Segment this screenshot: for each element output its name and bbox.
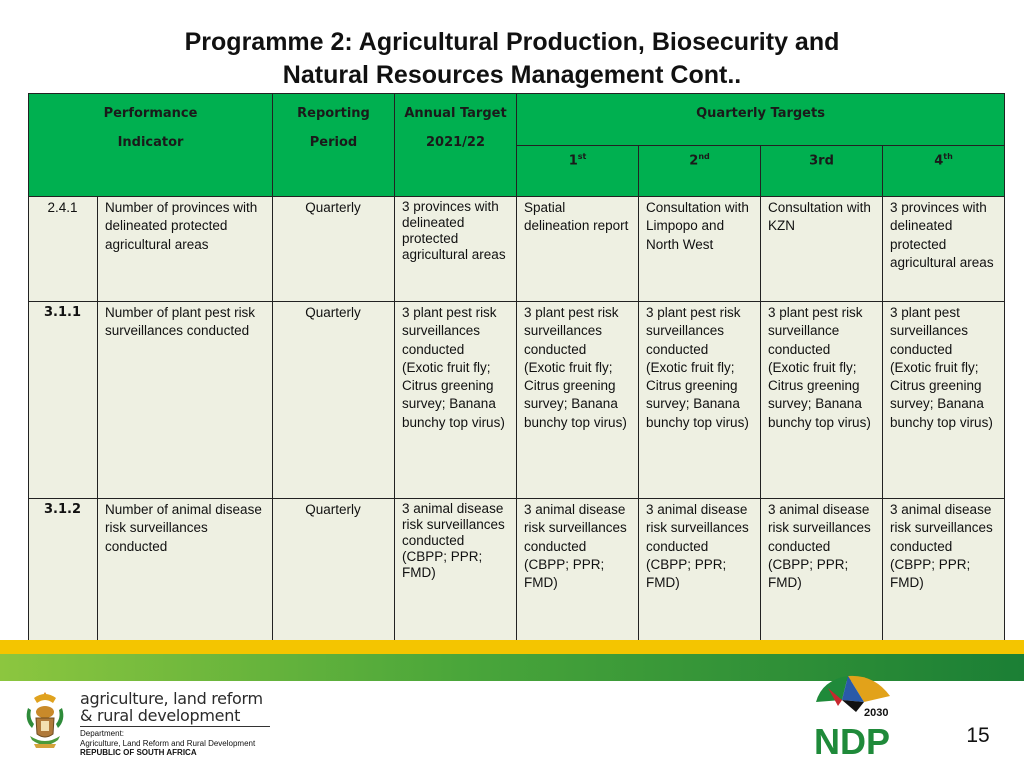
header-annual-target [395,94,517,197]
row-period: Quarterly [273,302,395,499]
ndp-wordmark: NDP [814,721,891,762]
ndp-2030-logo [808,672,900,762]
row-annual-target [395,197,517,302]
slide-title [0,26,1024,92]
row-q2: Consultation with Limpopo and North West [639,197,761,302]
row-code: 3.1.2 [29,499,98,648]
table-row [29,499,1005,648]
header-indicator-line1: Performance [103,106,198,121]
header-quarterly-targets [517,94,1005,146]
quarter-1-suffix: st [577,152,587,161]
row-period: Quarterly [273,499,395,648]
quarter-1-num: 1 [568,153,578,169]
row-q2: 3 plant pest risk surveillances conducted (Exotic fruit fly; Citrus greening survey; Banana bunchy top virus) [639,302,761,499]
quarter-2-num: 2 [689,153,699,169]
header-row [29,94,1005,146]
page-number: 15 [966,724,990,747]
department-divider [80,726,270,727]
header-quarter-4 [883,146,1005,197]
row-q1: Spatial delineation report [517,197,639,302]
coat-of-arms-icon [20,690,70,754]
quarter-4-num: 4 [934,153,944,169]
header-period-line1: Reporting [297,106,370,121]
header-target-line2: 2021/22 [426,135,486,150]
department-logo [14,690,276,760]
ndp-year: 2030 [864,707,889,719]
header-period-line2: Period [309,135,358,150]
row-q2: 3 animal disease risk surveillances conducted (CBPP; PPR; FMD) [639,499,761,648]
row-code: 3.1.1 [29,302,98,499]
row-q1: 3 plant pest risk surveillances conducted (Exotic fruit fly; Citrus greening survey; Banana bunchy top virus) [517,302,639,499]
performance-table [28,93,1005,648]
quarter-3-num: 3rd [809,153,834,169]
department-full-name: Agriculture, Land Reform and Rural Development [80,738,256,748]
row-annual-target-text: 3 provinces with delineated protected agricultural areas [402,199,506,262]
table-row [29,197,1005,302]
department-label: Department: [80,729,125,738]
row-q1: 3 animal disease risk surveillances conducted (CBPP; PPR; FMD) [517,499,639,648]
department-subtitle [80,729,255,758]
header-indicator-line2: Indicator [117,135,184,150]
row-q3: Consultation with KZN [761,197,883,302]
header-quarter-1 [517,146,639,197]
row-period: Quarterly [273,197,395,302]
row-q3: 3 animal disease risk surveillances conducted (CBPP; PPR; FMD) [761,499,883,648]
row-annual-target [395,499,517,648]
header-quarter-3 [761,146,883,197]
table-row [29,302,1005,499]
quarter-4-suffix: th [943,152,953,161]
row-indicator: Number of plant pest risk surveillances conducted [98,302,273,499]
row-q3: 3 plant pest risk surveillance conducted (Exotic fruit fly; Citrus greening survey; Banana bunchy top virus) [761,302,883,499]
header-target-line1: Annual Target [404,106,507,121]
row-code: 2.4.1 [29,197,98,302]
header-reporting-period [273,94,395,197]
row-annual-target-text: 3 animal disease risk surveillances conducted (CBPP; PPR; FMD) [402,501,505,580]
row-indicator: Number of provinces with delineated protected agricultural areas [98,197,273,302]
country-name: REPUBLIC OF SOUTH AFRICA [80,748,197,757]
row-indicator: Number of animal disease risk surveillances conducted [98,499,273,648]
department-name-line1: agriculture, land reform [80,689,263,708]
row-annual-target: 3 plant pest risk surveillances conducted (Exotic fruit fly; Citrus greening survey; Banana bunchy top virus) [395,302,517,499]
department-name [80,690,263,724]
header-quarter-2 [639,146,761,197]
header-performance-indicator [29,94,273,197]
quarter-2-suffix: nd [698,152,710,161]
row-q4: 3 plant pest surveillances conducted (Exotic fruit fly; Citrus greening survey; Banana bunchy top virus) [883,302,1005,499]
header-quarterly-label: Quarterly Targets [696,106,825,121]
department-name-line2: & rural development [80,706,241,725]
row-q4: 3 provinces with delineated protected agricultural areas [883,197,1005,302]
footer-yellow-band [0,640,1024,654]
row-q4: 3 animal disease risk surveillances conducted (CBPP; PPR; FMD) [883,499,1005,648]
slide-title-line-2: Natural Resources Management Cont.. [282,61,742,89]
slide-title-line-1: Programme 2: Agricultural Production, Biosecurity and [184,28,840,56]
